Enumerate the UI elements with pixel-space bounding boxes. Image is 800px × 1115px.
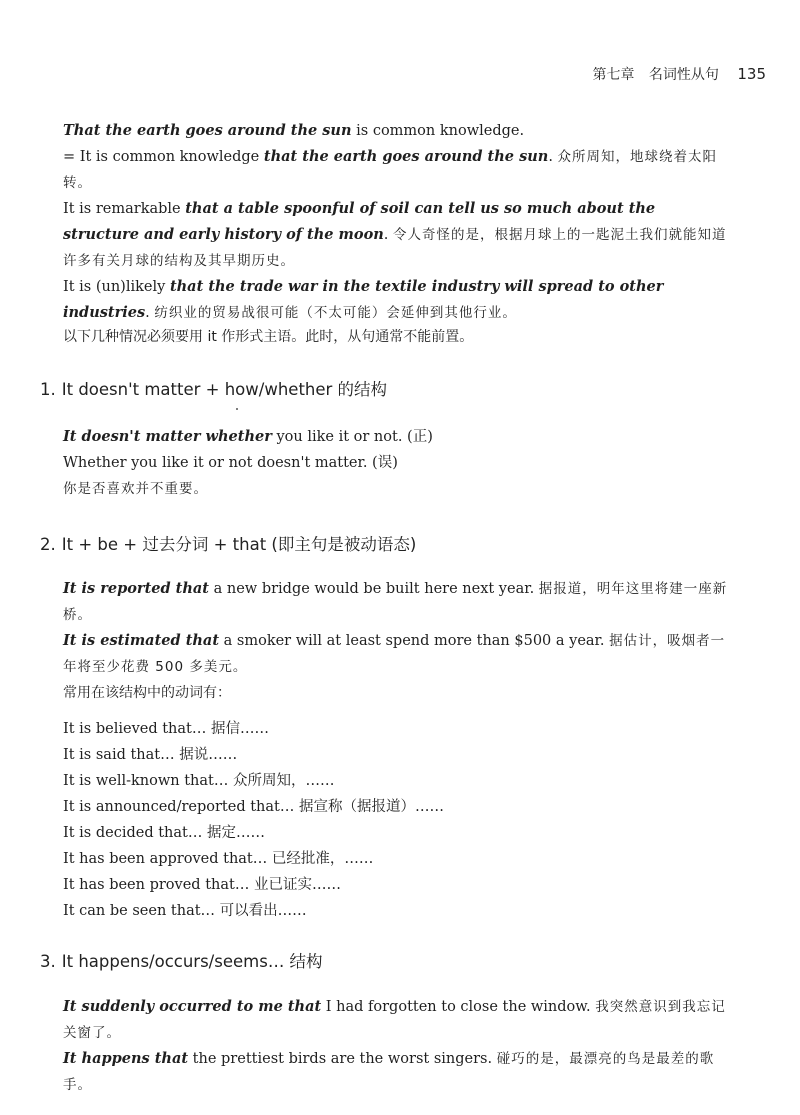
chinese-translation: 令人奇怪的是，根据月球上的一匙泥土我们就能知道许多有关月球的结构及其早期历史。 (63, 227, 727, 269)
running-header (592, 64, 766, 84)
usage-note: 以下几种情况必须要用 it 作形式主语。此时，从句通常不能前置。 (63, 329, 474, 345)
example-line (63, 994, 728, 1046)
intro-examples (63, 118, 728, 326)
emphasized-clause: It suddenly occurred to me that (63, 998, 322, 1015)
verb-list-item: It is believed that… 据信…… (63, 721, 269, 737)
sentence-text: a new bridge would be built here next year. (209, 581, 539, 597)
chapter-title: 名词性从句 (648, 67, 719, 83)
example-line (63, 628, 728, 680)
example-line (63, 1046, 728, 1098)
intro-example (63, 118, 728, 144)
scan-speck (236, 408, 238, 410)
sentence-text: It is remarkable (63, 201, 186, 217)
emphasized-clause: It is reported that (63, 580, 210, 597)
verb-list-item: It is said that… 据说…… (63, 747, 238, 763)
section-heading-1: 1. It doesn't matter + how/whether 的结构 (40, 380, 388, 399)
verb-list (63, 716, 728, 924)
chapter-label: 第七章 (592, 67, 635, 83)
page-number: 135 (737, 65, 766, 83)
verb-list-item: It is announced/reported that… 据宣称（据报道）…… (63, 799, 444, 815)
emphasized-clause: It happens that (63, 1050, 189, 1067)
sentence-text: I had forgotten to close the window. (321, 999, 596, 1015)
sentence-text: the prettiest birds are the worst singers. (188, 1051, 497, 1067)
emphasized-clause: It doesn't matter whether (63, 428, 272, 445)
sentence-text: It is (un)likely (63, 279, 170, 295)
verb-list-item: It has been proved that… 业已证实…… (63, 877, 341, 893)
sentence-text: . (548, 149, 558, 165)
chinese-translation: 众所周知，地球绕着太阳转。 (63, 149, 718, 191)
emphasized-clause: that the earth goes around the sun (263, 148, 549, 165)
section-2-examples (63, 576, 728, 680)
chinese-translation: 纺织业的贸易战很可能（不太可能）会延伸到其他行业。 (154, 305, 517, 321)
section-heading-2: 2. It + be + 过去分词 + that (即主句是被动语态) (40, 535, 417, 554)
sentence-text: . (145, 305, 155, 321)
example-line (63, 450, 728, 476)
sentence-text: is common knowledge. (351, 123, 525, 139)
verb-list-item: It has been approved that… 已经批准，…… (63, 851, 374, 867)
chinese-translation: 你是否喜欢并不重要。 (63, 481, 208, 497)
section-3-examples (63, 994, 728, 1098)
intro-example (63, 274, 728, 326)
verb-list-item: It can be seen that… 可以看出…… (63, 903, 307, 919)
chinese-translation: 我突然意识到我忘记关窗了。 (63, 999, 726, 1041)
section-heading-3: 3. It happens/occurs/seems… 结构 (40, 952, 323, 971)
chinese-translation: 据估计，吸烟者一年将至少花费 500 多美元。 (63, 633, 726, 675)
emphasized-clause: That the earth goes around the sun (63, 122, 352, 139)
example-line (63, 424, 728, 450)
sentence-text: . (383, 227, 394, 243)
verb-list-intro: 常用在该结构中的动词有： (63, 685, 231, 701)
sentence-text: = It is common knowledge (63, 149, 264, 165)
chinese-translation: 碰巧的是，最漂亮的鸟是最差的歌手。 (63, 1051, 715, 1093)
sentence-text: you like it or not. (正) (271, 429, 433, 445)
sentence-text: a smoker will at least spend more than $500 a year. (219, 633, 610, 649)
emphasized-clause: that the trade war in the textile industry will spread to other industries (63, 278, 664, 321)
verb-list-item: It is decided that… 据定…… (63, 825, 265, 841)
intro-example (63, 144, 728, 196)
sentence-text: Whether you like it or not doesn't matter. (误) (63, 455, 398, 471)
example-line (63, 476, 728, 502)
emphasized-clause: It is estimated that (63, 632, 220, 649)
emphasized-clause: that a table spoonful of soil can tell us so much about the structure and early history of the moon (63, 200, 656, 243)
example-line (63, 576, 728, 628)
intro-example (63, 196, 728, 274)
verb-list-item: It is well-known that… 众所周知，…… (63, 773, 335, 789)
section-1-examples (63, 424, 728, 502)
chinese-translation: 据报道，明年这里将建一座新桥。 (63, 581, 728, 623)
